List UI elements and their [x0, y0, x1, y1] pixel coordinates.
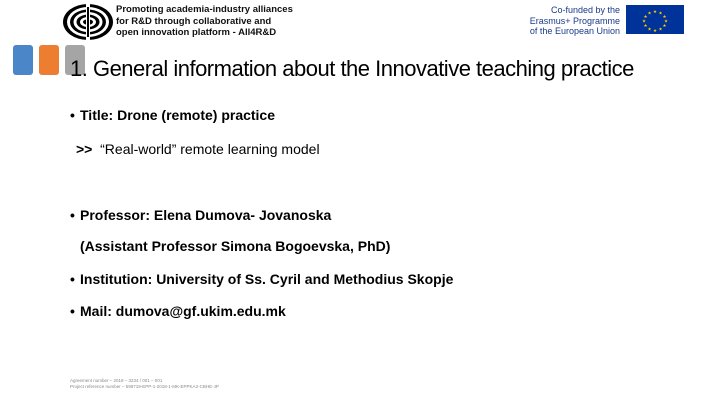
- svg-text:★: ★: [663, 19, 669, 25]
- eu-text-line: of the European Union: [529, 26, 620, 36]
- institution-item: [70, 271, 453, 287]
- professor-item: [70, 207, 331, 223]
- title-item: [70, 107, 275, 123]
- bullet: •: [70, 303, 75, 319]
- eu-text-line: Co-funded by the: [550, 5, 620, 15]
- assistant-item: (Assistant Professor Simona Bogoevska, PhD): [80, 238, 391, 254]
- slide-title: 1. General information about the Innovative teaching practice: [70, 56, 634, 81]
- professor-text: Professor: Elena Dumova- Jovanoska: [80, 207, 332, 223]
- header-title-line: Promoting academia-industry alliances: [116, 4, 293, 15]
- svg-text:★: ★: [662, 15, 667, 20]
- mail-text: Mail: dumova@gf.ukim.edu.mk: [80, 303, 286, 319]
- svg-text:★: ★: [641, 19, 647, 25]
- svg-text:★: ★: [652, 29, 658, 34]
- bullet: •: [70, 271, 75, 287]
- bullet: •: [70, 107, 75, 123]
- svg-text:★: ★: [647, 11, 652, 17]
- header-title-line: for R&D through collaborative and: [116, 15, 272, 27]
- institution-text: Institution: University of Ss. Cyril and Methodius Skopje: [80, 271, 454, 287]
- header-title-line: open innovation platform - All4R&D: [116, 27, 277, 38]
- header-title: [116, 4, 293, 39]
- svg-text:★: ★: [658, 11, 663, 17]
- eu-text-line: Erasmus+ Programme: [529, 15, 620, 26]
- svg-text:★: ★: [643, 24, 648, 29]
- svg-text:★: ★: [652, 10, 658, 15]
- eu-cofunding-text: [520, 5, 620, 37]
- svg-text:★: ★: [662, 24, 667, 29]
- footer-project-ref: Project reference number – 598719-EPP-1-2018-1-MK-EPPKA2-CBHE-JP: [70, 384, 219, 389]
- model-marker: >>: [76, 141, 93, 157]
- svg-text:★: ★: [658, 27, 663, 33]
- footer: [70, 378, 219, 390]
- eu-flag-icon: [626, 5, 684, 34]
- bullet: •: [70, 207, 75, 223]
- model-text: “Real-world” remote learning model: [100, 141, 320, 157]
- svg-text:★: ★: [647, 27, 652, 33]
- decor-square-orange: [39, 45, 59, 75]
- footer-agreement: Agreement number – 2018 – 3234 / 001 – 001: [70, 378, 163, 383]
- mail-item: [70, 303, 286, 319]
- title-item-text: Title: Drone (remote) practice: [80, 107, 276, 123]
- decor-square-blue: [13, 45, 33, 75]
- svg-text:★: ★: [643, 15, 648, 20]
- model-item: [76, 141, 320, 157]
- maze-logo-icon: [62, 3, 114, 41]
